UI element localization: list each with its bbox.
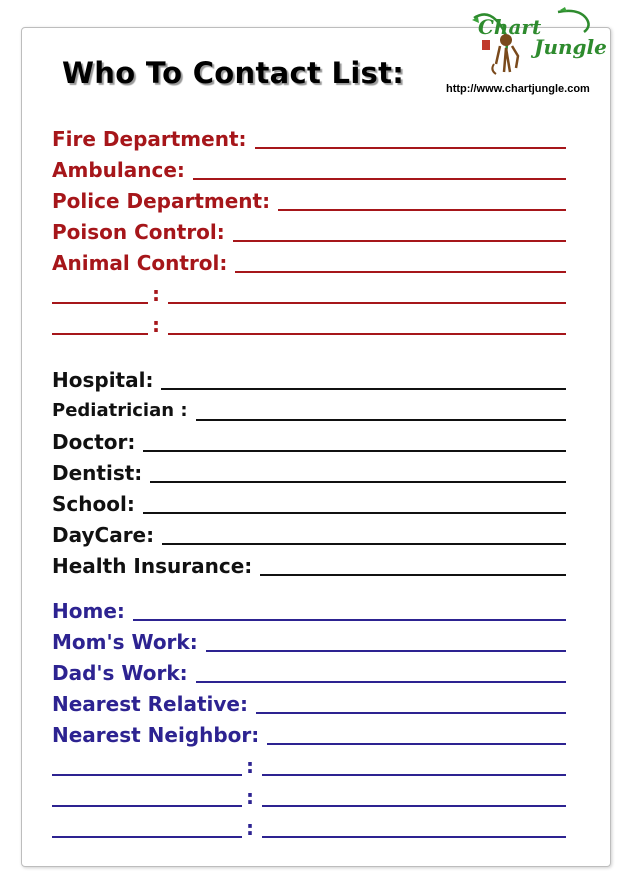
write-in-line — [267, 743, 566, 745]
write-in-line — [143, 512, 566, 514]
contact-row-custom-family — [52, 809, 566, 839]
field-label: Mom's Work: — [52, 630, 198, 654]
contact-row-ambulance — [52, 151, 566, 181]
write-in-line — [168, 302, 566, 304]
contact-row-animal-control — [52, 244, 566, 274]
contact-row-fire-department — [52, 120, 566, 150]
write-in-line — [143, 450, 566, 452]
contact-row-health-insurance — [52, 547, 566, 577]
contact-row-pediatrician — [52, 392, 566, 422]
field-label: Dentist: — [52, 461, 143, 485]
contact-row-custom-emergency — [52, 306, 566, 336]
custom-label-line — [52, 774, 242, 776]
write-in-line — [196, 419, 566, 421]
logo-word-jungle: Jungle — [534, 35, 607, 59]
write-in-line — [168, 333, 566, 335]
contact-row-nearest-relative — [52, 685, 566, 715]
field-label: Dad's Work: — [52, 661, 188, 685]
write-in-line — [262, 836, 566, 838]
write-in-line — [256, 712, 566, 714]
contact-row-custom-family — [52, 778, 566, 808]
colon: : — [152, 313, 160, 337]
field-label: Animal Control: — [52, 251, 228, 275]
field-label: Police Department: — [52, 189, 271, 213]
write-in-line — [262, 774, 566, 776]
field-label: Hospital: — [52, 368, 154, 392]
write-in-line — [196, 681, 566, 683]
contact-row-daycare — [52, 516, 566, 546]
write-in-line — [193, 178, 566, 180]
colon: : — [246, 816, 254, 840]
contact-row-dads-work — [52, 654, 566, 684]
contact-row-moms-work — [52, 623, 566, 653]
write-in-line — [206, 650, 566, 652]
colon: : — [246, 785, 254, 809]
colon: : — [152, 282, 160, 306]
colon: : — [246, 754, 254, 778]
field-label: Nearest Relative: — [52, 692, 248, 716]
custom-label-line — [52, 302, 148, 304]
field-label: Health Insurance: — [52, 554, 253, 578]
write-in-line — [150, 481, 566, 483]
contact-row-custom-family — [52, 747, 566, 777]
custom-label-line — [52, 836, 242, 838]
chartjungle-logo — [466, 6, 616, 81]
field-label: Poison Control: — [52, 220, 225, 244]
write-in-line — [161, 388, 566, 390]
field-label: Ambulance: — [52, 158, 185, 182]
custom-label-line — [52, 805, 242, 807]
page-title: Who To Contact List: — [62, 56, 405, 90]
write-in-line — [260, 574, 566, 576]
field-label: School: — [52, 492, 135, 516]
write-in-line — [255, 147, 566, 149]
field-label: Pediatrician : — [52, 400, 188, 421]
write-in-line — [133, 619, 566, 621]
contact-row-hospital — [52, 361, 566, 391]
write-in-line — [233, 240, 566, 242]
contact-row-custom-emergency — [52, 275, 566, 305]
write-in-line — [235, 271, 566, 273]
contact-row-school — [52, 485, 566, 515]
field-label: Nearest Neighbor: — [52, 723, 260, 747]
field-label: Doctor: — [52, 430, 136, 454]
contact-row-doctor — [52, 423, 566, 453]
field-label: DayCare: — [52, 523, 155, 547]
contact-row-home — [52, 592, 566, 622]
field-label: Home: — [52, 599, 125, 623]
field-label: Fire Department: — [52, 127, 247, 151]
custom-label-line — [52, 333, 148, 335]
write-in-line — [162, 543, 566, 545]
site-url: http://www.chartjungle.com — [446, 83, 590, 95]
logo-word-chart: Chart — [478, 15, 542, 39]
write-in-line — [262, 805, 566, 807]
contact-row-police-department — [52, 182, 566, 212]
contact-row-nearest-neighbor — [52, 716, 566, 746]
write-in-line — [278, 209, 566, 211]
contact-row-dentist — [52, 454, 566, 484]
contact-row-poison-control — [52, 213, 566, 243]
